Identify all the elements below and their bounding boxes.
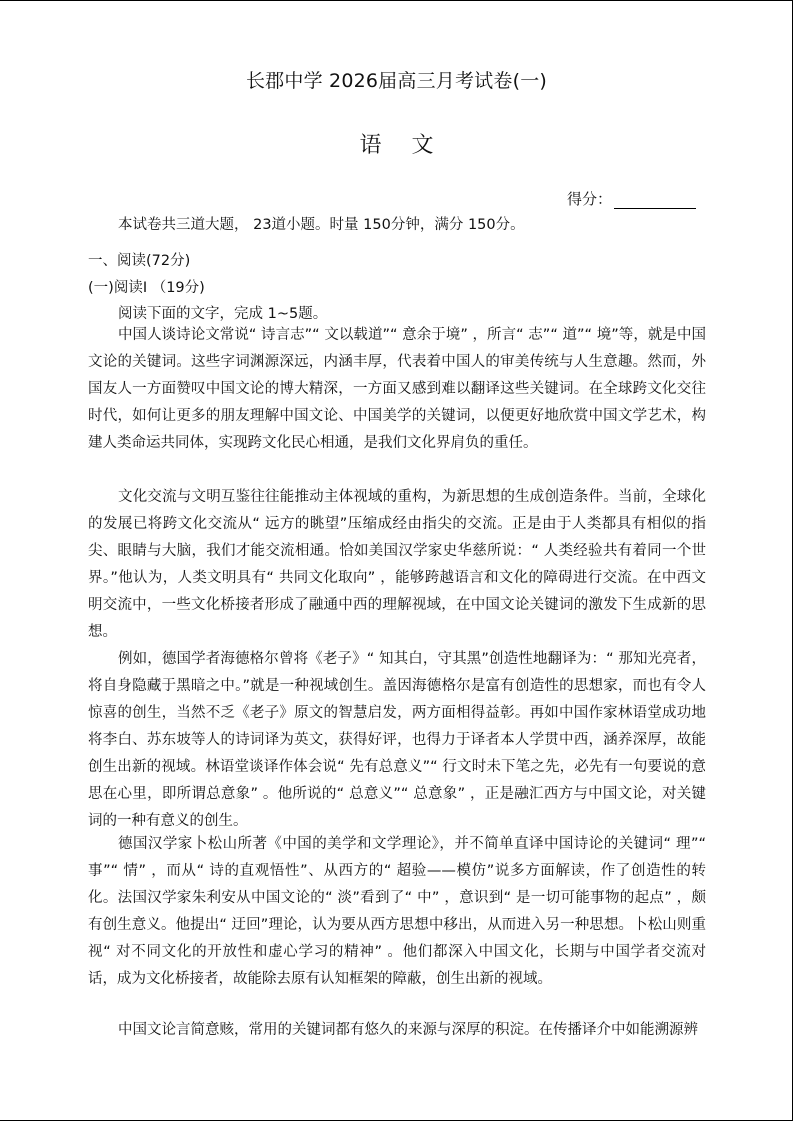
paragraph-3: 例如，德国学者海德格尔曾将《老子》“ 知其白，守其黑”创造性地翻译为：“ 那知光亮者，将自身隐藏于黑暗之中。”就是一种视域创生。盖因海德格尔是富有创造性的思想家，而也有令人惊喜的创生，当然不乏《老子》原文的智慧启发，两方面相得益彰。再如中国作家林语堂成功地将李白、苏东坡等人的诗词译为英文，获得好评，也得力于译者本人学贯中西，涵养深厚，故能创生出新的视域。林语堂谈译作体会说“ 先有总意义”“ 行文时未下笔之先，必先有一句要说的意思在心里，即所谓总意象” 。他所说的“ 总意义”“ 总意象” ，正是融汇西方与中国文论，对关键词的一种有意义的创生。 <box>88 651 706 829</box>
paragraph-2: 文化交流与文明互鉴往往能推动主体视域的重构，为新思想的生成创造条件。当前，全球化的发展已将跨文化交流从“ 远方的眺望”压缩成经由指尖的交流。正是由于人类都具有相似的指尖、眼睛与大脑，我们才能交流相通。恰如美国汉学家史华慈所说：“ 人类经验共有着同一个世界。”他认为，人类文明具有“ 共同文化取向” ，能够跨越语言和文化的障碍进行交流。在中西文明交流中，一些文化桥接者形成了融通中西的理解视域，在中国文论关键词的激发下生成新的思想。 <box>88 489 706 640</box>
exam-title: 长郡中学 2026届高三月考试卷(一) <box>245 70 548 92</box>
page-border-top <box>0 0 793 1</box>
score-label: 得分： <box>567 190 613 208</box>
paragraph-5: 中国文论言简意赅，常用的关键词都有悠久的来源与深厚的积淀。在传播译介中如能溯源辨 <box>118 1022 698 1038</box>
paragraph-4: 德国汉学家卜松山所著《中国的美学和文学理论》，并不简单直译中国诗论的关键词“ 理”“ 事”“ 情” ，而从“ 诗的直观悟性”、从西方的“ 超验——模仿”说多方面解读，作了创造性的转化。法国汉学家朱利安从中国文论的“ 淡”看到了“ 中” ，意识到“ 是一切可能事物的起点” ，颇有创生意义。他提出“ 迂回”理论，认为要从西方思想中移出，从而进入另一种思想。卜松山则重视“ 对不同文化的开放性和虚心学习的精神” 。他们都深入中国文化，长期与中国学者交流对话，成为文化桥接者，故能除去原有认知框架的障蔽，创生出新的视域。 <box>88 836 706 987</box>
exam-instructions: 本试卷共三道大题， 23道小题。时量 150分钟，满分 150分。 <box>118 217 525 233</box>
score-field <box>567 188 696 209</box>
section-heading: 一、阅读(72分) <box>88 253 191 269</box>
subsection-heading: (一)阅读Ⅰ （19分) <box>88 280 205 296</box>
subject-title: 语文 <box>359 133 464 158</box>
paragraph-1: 中国人谈诗论文常说“ 诗言志”“ 文以载道”“ 意余于境” ，所言“ 志”“ 道”“ 境”等，就是中国文论的关键词。这些字词渊源深远，内涵丰厚，代表着中国人的审美传统与人生意趣。然而，外国友人一方面赞叹中国文论的博大精深，一方面又感到难以翻译这些关键词。在全球跨文化交往时代，如何让更多的朋友理解中国文论、中国美学的关键词，以便更好地欣赏中国文学艺术，构建人类命运共同体，实现跨文化民心相通，是我们文化界肩负的重任。 <box>88 327 706 451</box>
score-blank-line[interactable] <box>614 190 696 209</box>
reading-lead: 阅读下面的文字，完成 1~5题。 <box>118 306 328 322</box>
